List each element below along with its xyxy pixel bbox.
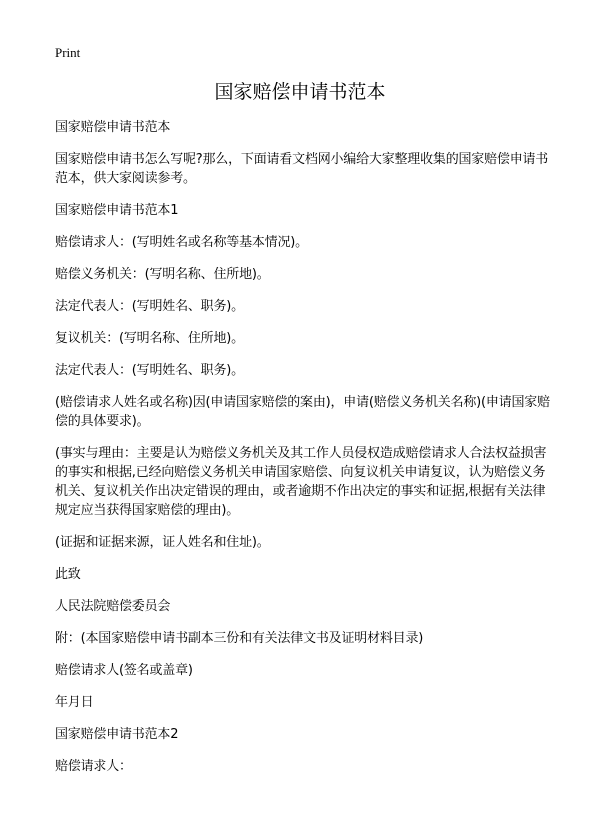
date-line: 年月日 (55, 695, 94, 710)
print-link[interactable]: Print (55, 45, 81, 60)
review-organ-line: 复议机关：(写明名称、住所地)。 (55, 331, 244, 346)
sample-2-heading: 国家赔偿申请书范本2 (55, 727, 179, 742)
evidence-paragraph: (证据和证据来源，证人姓名和住址)。 (55, 535, 270, 550)
document-title: 国家赔偿申请书范本 (214, 81, 386, 103)
legal-representative-line-2: 法定代表人：(写明姓名、职务)。 (55, 363, 244, 378)
document-body (55, 118, 555, 789)
obligor-organ-line: 赔偿义务机关：(写明名称、住所地)。 (55, 267, 270, 282)
facts-reasons-paragraph: (事实与理由：主要是认为赔偿义务机关及其工作人员侵权造成赔偿请求人合法权益损害的事实和根据,已经向赔偿义务机关申请国家赔偿、向复议机关申请复议，认为赔偿义务机关、复议机关作出决定错误的理由，或者逾期不作出决定的事实和证据,根据有关法律规定应当获得国家赔偿的理由)。 (55, 446, 547, 518)
salutation-line: 此致 (55, 567, 81, 582)
signature-line: 赔偿请求人(签名或盖章) (55, 663, 193, 678)
addressee-line: 人民法院赔偿委员会 (55, 599, 171, 614)
attachment-line: 附：(本国家赔偿申请书副本三份和有关法律文书及证明材料目录) (55, 631, 424, 646)
sample-1-heading: 国家赔偿申请书范本1 (55, 203, 179, 218)
request-paragraph: (赔偿请求人姓名或名称)因(申请国家赔偿的案由)，申请(赔偿义务机关名称)(申请国家赔偿的具体要求)。 (55, 395, 550, 429)
intro-paragraph: 国家赔偿申请书怎么写呢?那么，下面请看文档网小编给大家整理收集的国家赔偿申请书范本，供大家阅读参考。 (55, 152, 549, 186)
claimant-line-2: 赔偿请求人： (55, 759, 132, 774)
subtitle-paragraph: 国家赔偿申请书范本 (55, 120, 171, 135)
claimant-line: 赔偿请求人：(写明姓名或名称等基本情况)。 (55, 235, 308, 250)
legal-representative-line: 法定代表人：(写明姓名、职务)。 (55, 299, 244, 314)
